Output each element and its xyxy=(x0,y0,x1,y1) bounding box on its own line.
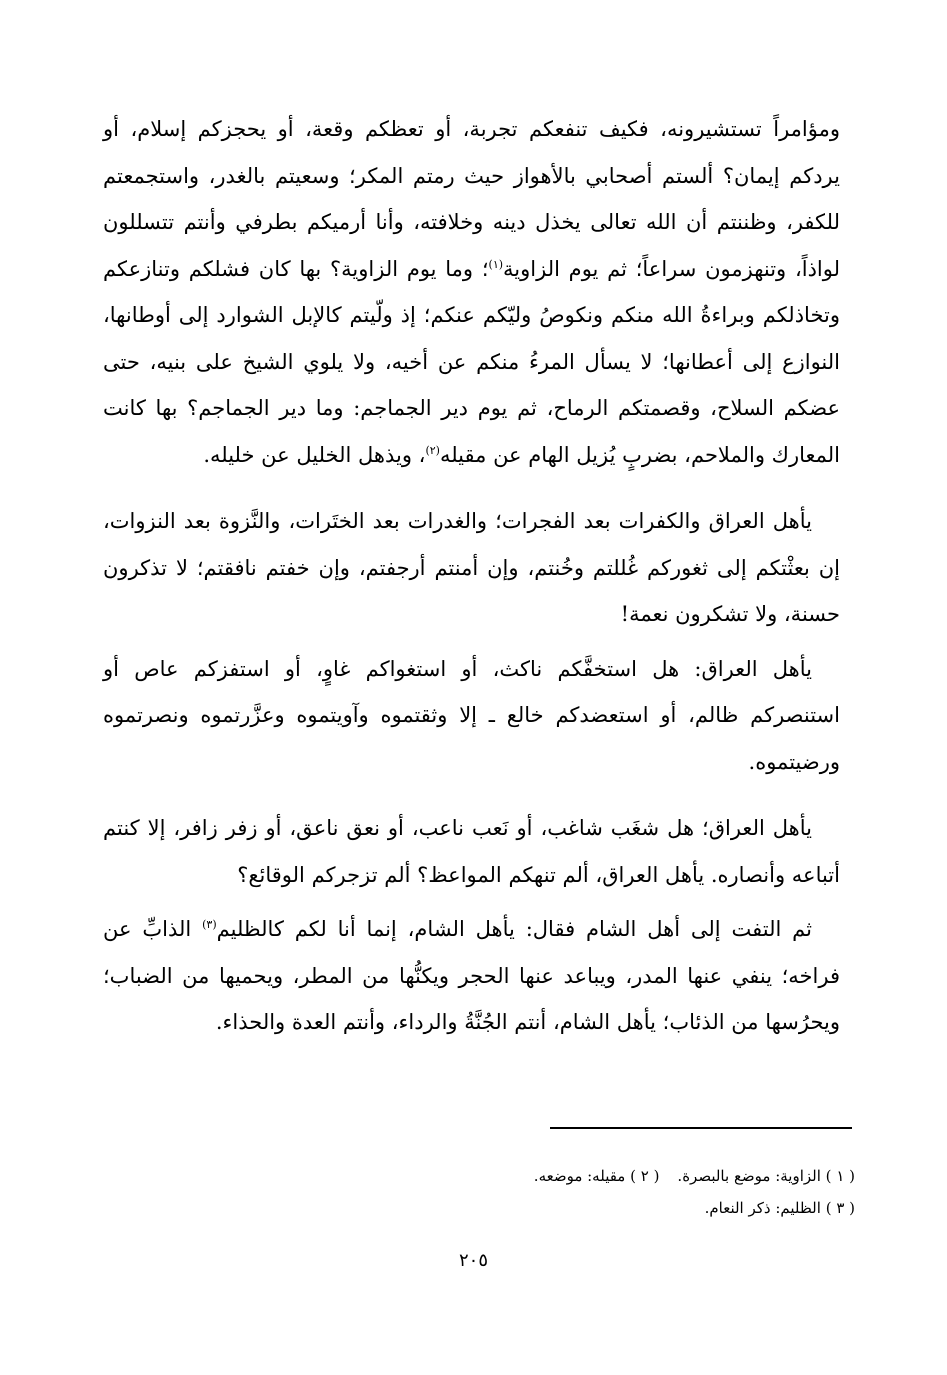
paragraph-2: يأهل العراق والكفرات بعد الفجرات؛ والغدرات بعد الختَرات، والنَّزوة بعد النزوات، إن بعثْتكم إلى ثغوركم غُللتم وخُنتم، وإن أمنتم أرجفتم، وإن خفتم نافقتم؛ لا تذكرون حسنة، ولا تشكرون نعمة! xyxy=(103,509,840,626)
footnote-ref-3[interactable]: (٣) xyxy=(202,918,217,931)
paragraph-3: يأهل العراق: هل استخفَّكم ناكث، أو استغواكم غاوٍ، أو استفزكم عاص أو استنصركم ظالم، أو استعضدكم خالع ـ إلا وثقتموه وآويتموه وعزَّرتموه ونصرتموه ورضيتموه. xyxy=(103,656,840,774)
paragraph-1-mid: ؛ وما يوم الزاوية؟ بها كان فشلكم وتنازعكم وتخاذلكم وبراءةُ الله منكم ونكوصُ وليّكم عنكم؛ إذ ولّيتم كالإبل الشوارد إلى أوطانها، النوازع إلى أعطانها؛ لا يسأل المرءُ منكم عن أخيه، ولا يلوي الشيخ على بنيه، حتى عضكم السلاح، وقصمتكم الرماح، ثم يوم دير الجماجم: وما دير الجماجم؟ بها كانت المعارك والملاحم، بضربٍ يُزيل الهام عن مقيله xyxy=(103,256,840,467)
footnotes xyxy=(103,1160,855,1224)
footnote-line-1 xyxy=(103,1160,855,1192)
footnote-ref-1[interactable]: (١) xyxy=(488,257,504,271)
footnote-ref-2[interactable]: (٢) xyxy=(425,443,440,457)
paragraph-4: يأهل العراق؛ هل شغَب شاغب، أو نَعب ناعب، أو نعق ناعق، أو زفر زافر، إلا كنتم أتباعه وأنصاره. يأهل العراق، ألم تنهكم المواعظ؟ ألم تزجركم الوقائع؟ xyxy=(103,816,840,887)
footnote-line-2 xyxy=(103,1192,855,1224)
paragraph-5 xyxy=(103,906,840,1046)
paragraph-1-lead: ومؤامراً تستشيرونه، فكيف تنفعكم تجربة، أو تعظكم وقعة، أو يحجزكم إسلام، أو يردكم إيمان؟ ألستم أصحابي بالأهواز حيث رمتم المكر؛ وسعيتم بالغدر، واستجمعتم للكفر، وظننتم أن الله تعالى يخذل دينه وخلافته، وأنا أرميكم بطرفي وأنتم تتسللون لواذاً، وتنهزمون سراعاً؛ ثم يوم الزاوية xyxy=(103,117,841,281)
footnote-separator xyxy=(550,1127,852,1129)
footnote-1: ( ١ ) الزاوية: موضع بالبصرة. xyxy=(677,1167,855,1185)
footnote-2: ( ٢ ) مقيله: موضعه. xyxy=(533,1167,660,1185)
page-number: ٢٠٥ xyxy=(458,1250,488,1271)
paragraph-5-lead: ثم التفت إلى أهل الشام فقال: يأهل الشام، إنما أنا لكم كالظليم xyxy=(216,917,812,941)
main-text xyxy=(103,106,840,1046)
paragraph-1 xyxy=(103,106,840,478)
footnote-3: ( ٣ ) الظليم: ذكر النعام. xyxy=(704,1199,855,1217)
paragraph-5-tail: الذابِّ عن فراخه؛ ينفي عنها المدر، ويباعد عنها الحجر ويكنُّها من المطر، ويحميها من الضباب؛ ويحرُسها من الذئاب؛ يأهل الشام، أنتم الجُنَّةُ والرداء، وأنتم العدة والحذاء. xyxy=(103,917,840,1034)
paragraph-1-tail: ، ويذهل الخليل عن خليله. xyxy=(203,442,426,467)
